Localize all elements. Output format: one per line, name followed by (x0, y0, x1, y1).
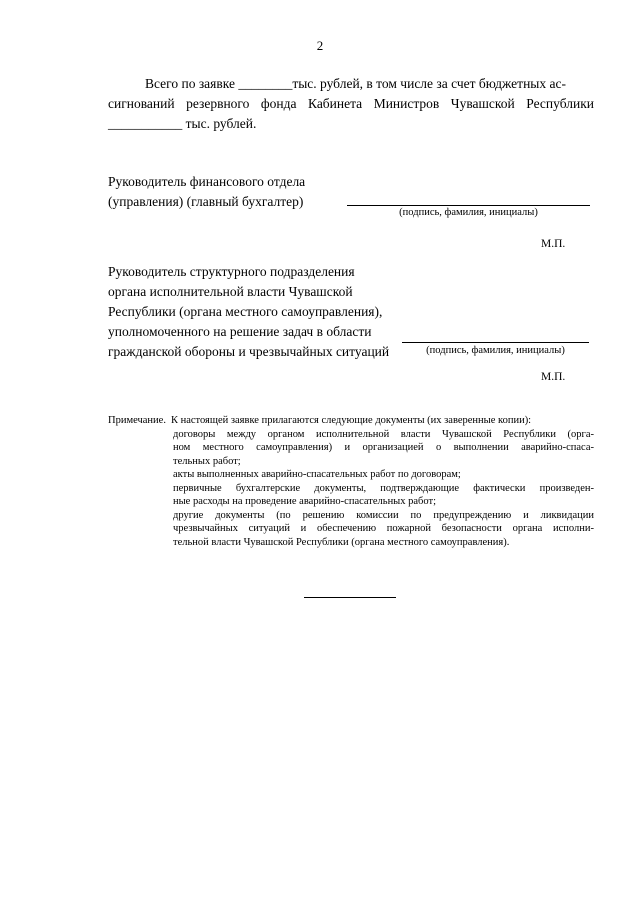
note-line: акты выполненных аварийно-спасательных работ по договорам; (173, 469, 461, 480)
note-line: первичные бухгалтерские документы, подтверждающие фактически произведен- (173, 482, 594, 494)
note-first-line: К настоящей заявке прилагаются следующие документы (их заверенные копии): (170, 415, 532, 426)
total-line-2: сигнований резервного фонда Кабинета Министров Чувашской Республики (108, 96, 594, 111)
finance-signature-line (347, 205, 590, 206)
finance-signature-caption: (подпись, фамилия, инициалы) (399, 207, 538, 218)
note-line: другие документы (по решению комиссии по предупреждению и ликвидации (173, 509, 594, 521)
unit-head-label (108, 262, 389, 362)
note-line: договоры между органом исполнительной власти Чувашской Республики (орга- (173, 428, 594, 440)
total-line-1 (108, 74, 594, 94)
note-list (173, 428, 594, 550)
finance-label-line-1: Руководитель финансового отдела (108, 174, 306, 189)
note-line: тельной власти Чувашской Республики (органа местного самоуправления). (173, 536, 510, 548)
note-label: Примечание. (108, 415, 166, 426)
finance-head-label (108, 172, 305, 212)
total-paragraph (108, 74, 594, 134)
unit-label-line-4: уполномоченного на решение задач в области (108, 324, 372, 339)
note-first-row (108, 414, 594, 428)
total-prefix: Всего по заявке ________тыс. рублей, в том числе за счет бюджетных ас- (145, 76, 566, 91)
finance-stamp-mark: М.П. (541, 238, 566, 250)
note-line: тельных работ; (173, 455, 241, 467)
finance-label-line-2: (управления) (главный бухгалтер) (108, 194, 304, 209)
total-line-3: ___________ тыс. рублей. (108, 116, 257, 131)
note-line: чрезвычайных ситуаций и обеспечению пожарной безопасности органа исполни- (173, 523, 594, 534)
unit-label-line-3: Республики (органа местного самоуправления), (108, 304, 383, 319)
unit-label-line-2: органа исполнительной власти Чувашской (108, 284, 353, 299)
page-number: 2 (316, 38, 324, 53)
unit-signature-line (402, 342, 589, 343)
unit-stamp-mark: М.П. (541, 371, 566, 383)
note-block (108, 414, 594, 549)
unit-label-line-5: гражданской обороны и чрезвычайных ситуаций (108, 344, 390, 359)
unit-signature-caption: (подпись, фамилия, инициалы) (426, 345, 565, 356)
note-line: ном местного самоуправления) и организацией о выполнении аварийно-спаса- (173, 442, 594, 453)
unit-label-line-1: Руководитель структурного подразделения (108, 264, 355, 279)
note-line: ные расходы на проведение аварийно-спасательных работ; (173, 496, 436, 507)
end-divider (304, 597, 396, 598)
